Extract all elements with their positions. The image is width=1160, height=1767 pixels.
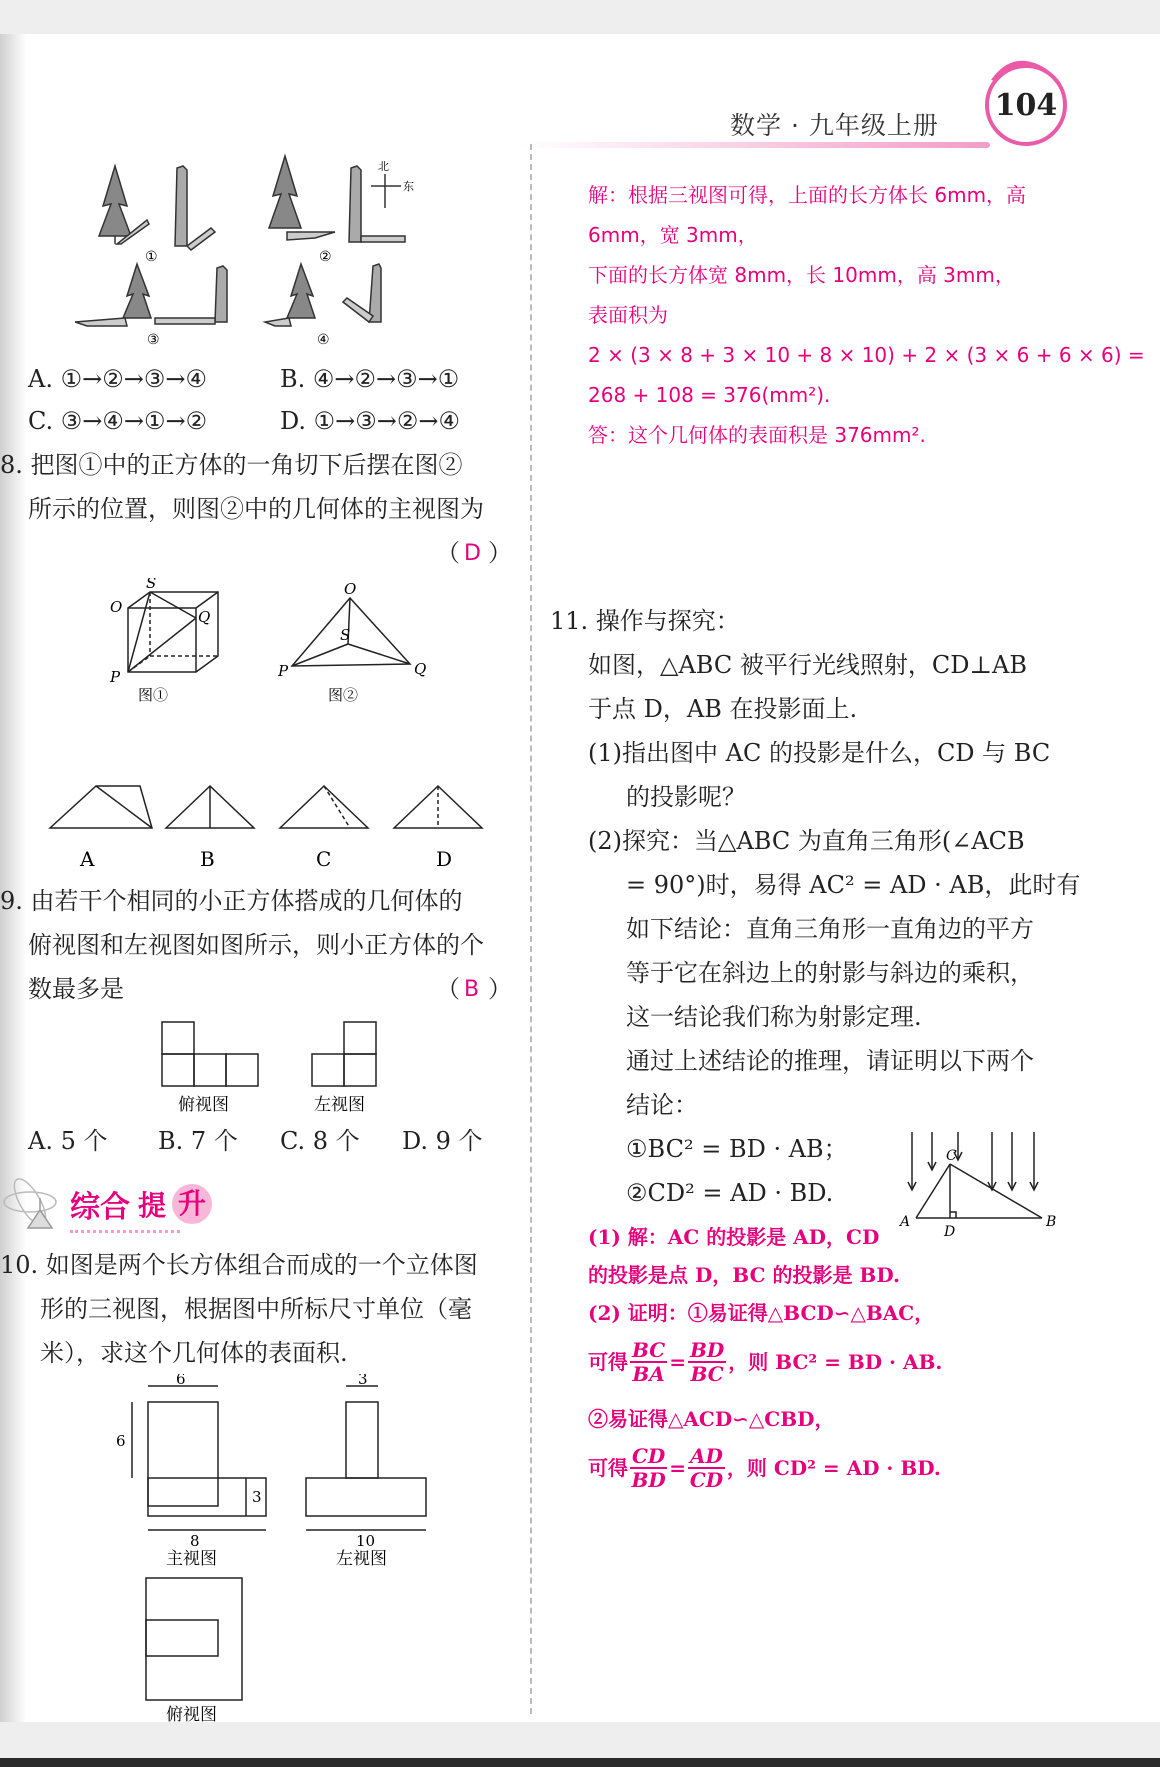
equals-sign-2: = bbox=[669, 1456, 687, 1480]
q7-option-a: A. ①→②→③→④ bbox=[28, 365, 207, 393]
q11-solution-line-3: (2) 证明：①易证得△BCD∽△BAC， bbox=[588, 1301, 935, 1325]
section-title-part3: 升 bbox=[172, 1184, 212, 1224]
q9-option-b: B. 7 个 bbox=[158, 1127, 238, 1155]
q11-triangle-figure bbox=[896, 1128, 1066, 1246]
q7-option-c: C. ③→④→①→② bbox=[28, 407, 208, 435]
q10-dim-left-base: 10 bbox=[356, 1532, 376, 1550]
q7-label-2: ② bbox=[319, 249, 332, 265]
q10-three-views bbox=[110, 1374, 440, 1722]
page-number-badge: 104 bbox=[985, 64, 1067, 146]
q11-line-5: (2)探究：当△ABC 为直角三角形(∠ACB bbox=[588, 827, 1025, 855]
q11-line-8: 等于它在斜边上的射影与斜边的乘积， bbox=[626, 959, 1034, 987]
q10-dim-base-width: 8 bbox=[190, 1532, 200, 1550]
q11-line-1: 如图，△ABC 被平行光线照射，CD⊥AB bbox=[588, 651, 1028, 679]
q11-solution-line-4 bbox=[588, 1338, 942, 1386]
q7-option-b: B. ④→②→③→① bbox=[280, 365, 460, 393]
q10-left-view-caption: 左视图 bbox=[336, 1549, 387, 1569]
q11-solution-line-1: (1) 解：AC 的投影是 AD，CD bbox=[588, 1225, 880, 1249]
q11-solution-line-5: ②易证得△ACD∽△CBD， bbox=[588, 1407, 835, 1431]
q9-answer: B bbox=[464, 977, 480, 1002]
fraction-cd-bd-numerator: CD bbox=[632, 1444, 666, 1468]
q11-label-c: C bbox=[946, 1148, 957, 1164]
fraction-ad-cd-numerator: AD bbox=[690, 1444, 723, 1468]
q11-line-6: = 90°)时，易得 AC² = AD · AB，此时有 bbox=[626, 871, 1081, 899]
q8-choice-a-shape bbox=[50, 786, 152, 828]
section-title-part1: 综合 bbox=[70, 1190, 130, 1225]
q9-views-figure bbox=[150, 1014, 390, 1118]
q8-answer: D bbox=[464, 541, 481, 566]
q7-label-4: ④ bbox=[317, 332, 330, 346]
q9-option-a: A. 5 个 bbox=[28, 1127, 108, 1155]
atom-flask-icon bbox=[0, 1174, 70, 1234]
q8-answer-close: ） bbox=[488, 539, 512, 567]
q8-choice-c-shape bbox=[280, 786, 368, 828]
bottom-bar bbox=[0, 1758, 1160, 1767]
q8-fig2 bbox=[292, 598, 410, 666]
q7-panel-4 bbox=[265, 264, 381, 326]
q10-dim-base-height: 3 bbox=[252, 1488, 262, 1506]
q10-top-view-caption: 俯视图 bbox=[166, 1705, 217, 1724]
q10-dim-top-width: 6 bbox=[176, 1374, 186, 1388]
fraction-bc-ba-numerator: BC bbox=[632, 1338, 666, 1362]
q8-label-s: S bbox=[146, 578, 157, 592]
q11-line-3: (1)指出图中 AC 的投影是什么，CD 与 BC bbox=[588, 739, 1051, 767]
q8-choice-d: D bbox=[436, 847, 453, 871]
equals-sign-1: = bbox=[669, 1350, 686, 1374]
q11-label-a: A bbox=[900, 1214, 911, 1230]
q11-line-2: 于点 D，AB 在投影面上. bbox=[588, 695, 858, 723]
q8-choice-figures bbox=[40, 774, 500, 874]
compass-east: 东 bbox=[403, 180, 414, 193]
q10-main-view-caption: 主视图 bbox=[166, 1549, 217, 1569]
q8-fig2-label-p: P bbox=[278, 662, 289, 680]
compass-north: 北 bbox=[378, 160, 389, 173]
q11-line-4: 的投影呢？ bbox=[626, 783, 746, 811]
q11-title: 11. 操作与探究： bbox=[550, 607, 740, 635]
q10-solution-line-6: 268 + 108 = 376(mm²). bbox=[588, 383, 831, 407]
q7-panel-1 bbox=[99, 166, 215, 250]
q9-option-d: D. 9 个 bbox=[402, 1127, 483, 1155]
q10-solution-line-2: 6mm，宽 3mm， bbox=[588, 223, 758, 247]
fraction-ad-cd-denominator: CD bbox=[689, 1468, 724, 1492]
q11-line-7: 如下结论：直角三角形一直角边的平方 bbox=[626, 915, 1034, 943]
q7-label-3: ③ bbox=[147, 332, 160, 346]
q7-figure bbox=[75, 146, 455, 346]
q11-solution-line-2: 的投影是点 D，BC 的投影是 BD. bbox=[588, 1263, 900, 1287]
q10-solution-line-5: 2 × (3 × 8 + 3 × 10 + 8 × 10) + 2 × (3 × 6 + 6 × 6) = bbox=[588, 343, 1145, 367]
q7-option-d: D. ①→③→②→④ bbox=[280, 407, 461, 435]
column-divider bbox=[530, 144, 532, 1714]
q9-line-1: 9. 由若干个相同的小正方体搭成的几何体的 bbox=[0, 887, 463, 915]
fraction-ad-cd bbox=[688, 1445, 725, 1491]
q9-option-c: C. 8 个 bbox=[280, 1127, 360, 1155]
q8-answer-open: （ bbox=[436, 539, 460, 567]
q8-label-q: Q bbox=[198, 608, 211, 626]
q11-line-13: ②CD² = AD · BD. bbox=[626, 1179, 834, 1207]
section-title bbox=[70, 1182, 212, 1226]
q10-line-1: 10. 如图是两个长方体组合而成的一个立体图 bbox=[0, 1251, 478, 1279]
q10-solution-line-3: 下面的长方体宽 8mm，长 10mm，高 3mm， bbox=[588, 263, 1015, 287]
q9-line-3: 数最多是 bbox=[28, 975, 124, 1003]
fraction-cd-bd bbox=[630, 1445, 667, 1491]
page bbox=[0, 34, 1160, 1722]
q8-fig2-label-q: Q bbox=[414, 660, 427, 678]
q9-left-view-caption: 左视图 bbox=[314, 1095, 365, 1115]
q7-label-1: ① bbox=[145, 249, 158, 265]
q11-line-12: ①BC² = BD · AB； bbox=[626, 1135, 848, 1163]
q9-answer-open: （ bbox=[436, 975, 460, 1003]
q11-solution-line-6-prefix: 可得 bbox=[588, 1456, 628, 1480]
q8-fig2-caption: 图② bbox=[328, 686, 359, 704]
header-rule bbox=[520, 142, 990, 148]
q8-label-o: O bbox=[110, 598, 123, 616]
fraction-bd-bc bbox=[688, 1339, 726, 1385]
section-title-part2: 提 bbox=[138, 1189, 167, 1222]
q11-solution-line-4-prefix: 可得 bbox=[588, 1350, 628, 1374]
q11-solution-line-6-suffix: ，则 CD² = AD · BD. bbox=[726, 1456, 941, 1480]
q11-solution-line-6 bbox=[588, 1444, 941, 1492]
header-subject: 数学 · 九年级上册 bbox=[730, 111, 939, 140]
fraction-bd-bc-denominator: BC bbox=[690, 1362, 724, 1386]
q10-line-2: 形的三视图，根据图中所标尺寸单位（毫 bbox=[40, 1295, 472, 1323]
q10-line-3: 米），求这个几何体的表面积. bbox=[40, 1339, 348, 1367]
q9-top-view-caption: 俯视图 bbox=[178, 1095, 229, 1115]
fraction-bc-ba-denominator: BA bbox=[632, 1362, 665, 1386]
q9-answer-close: ） bbox=[488, 975, 512, 1003]
q8-fig1-caption: 图① bbox=[138, 686, 169, 704]
q8-choice-a: A bbox=[80, 847, 95, 871]
q8-choice-c: C bbox=[316, 847, 332, 871]
q8-choice-b: B bbox=[200, 847, 215, 871]
fraction-bc-ba bbox=[630, 1339, 667, 1385]
q8-line-1: 8. 把图①中的正方体的一角切下后摆在图② bbox=[0, 451, 463, 479]
q11-label-d: D bbox=[944, 1224, 956, 1240]
q11-label-b: B bbox=[1046, 1214, 1057, 1230]
q10-dim-left-top: 3 bbox=[358, 1374, 368, 1388]
q10-dim-top-height: 6 bbox=[116, 1432, 126, 1450]
q10-solution-answer: 答：这个几何体的表面积是 376mm². bbox=[588, 423, 926, 447]
q8-fig2-label-s: S bbox=[340, 626, 351, 644]
q8-label-p: P bbox=[110, 668, 121, 686]
q8-cube-figures bbox=[100, 578, 440, 708]
q7-panel-3 bbox=[75, 264, 227, 326]
fraction-cd-bd-denominator: BD bbox=[631, 1468, 666, 1492]
q9-line-2: 俯视图和左视图如图所示，则小正方体的个 bbox=[28, 931, 484, 959]
q10-solution-line-4: 表面积为 bbox=[588, 303, 668, 327]
page-fold-shadow bbox=[0, 34, 26, 1722]
q8-fig2-label-o: O bbox=[344, 580, 357, 598]
fraction-bd-bc-numerator: BD bbox=[689, 1338, 725, 1362]
q10-solution-line-1: 解：根据三视图可得，上面的长方体长 6mm，高 bbox=[588, 183, 1027, 207]
q11-line-11: 结论： bbox=[626, 1091, 698, 1119]
q11-line-9: 这一结论我们称为射影定理. bbox=[626, 1003, 922, 1031]
q11-solution-line-4-suffix: ，则 BC² = BD · AB. bbox=[728, 1350, 943, 1374]
q11-line-10: 通过上述结论的推理，请证明以下两个 bbox=[626, 1047, 1034, 1075]
q8-line-2: 所示的位置，则图②中的几何体的主视图为 bbox=[28, 495, 484, 523]
q8-fig1 bbox=[128, 592, 218, 672]
section-underline bbox=[70, 1230, 180, 1233]
